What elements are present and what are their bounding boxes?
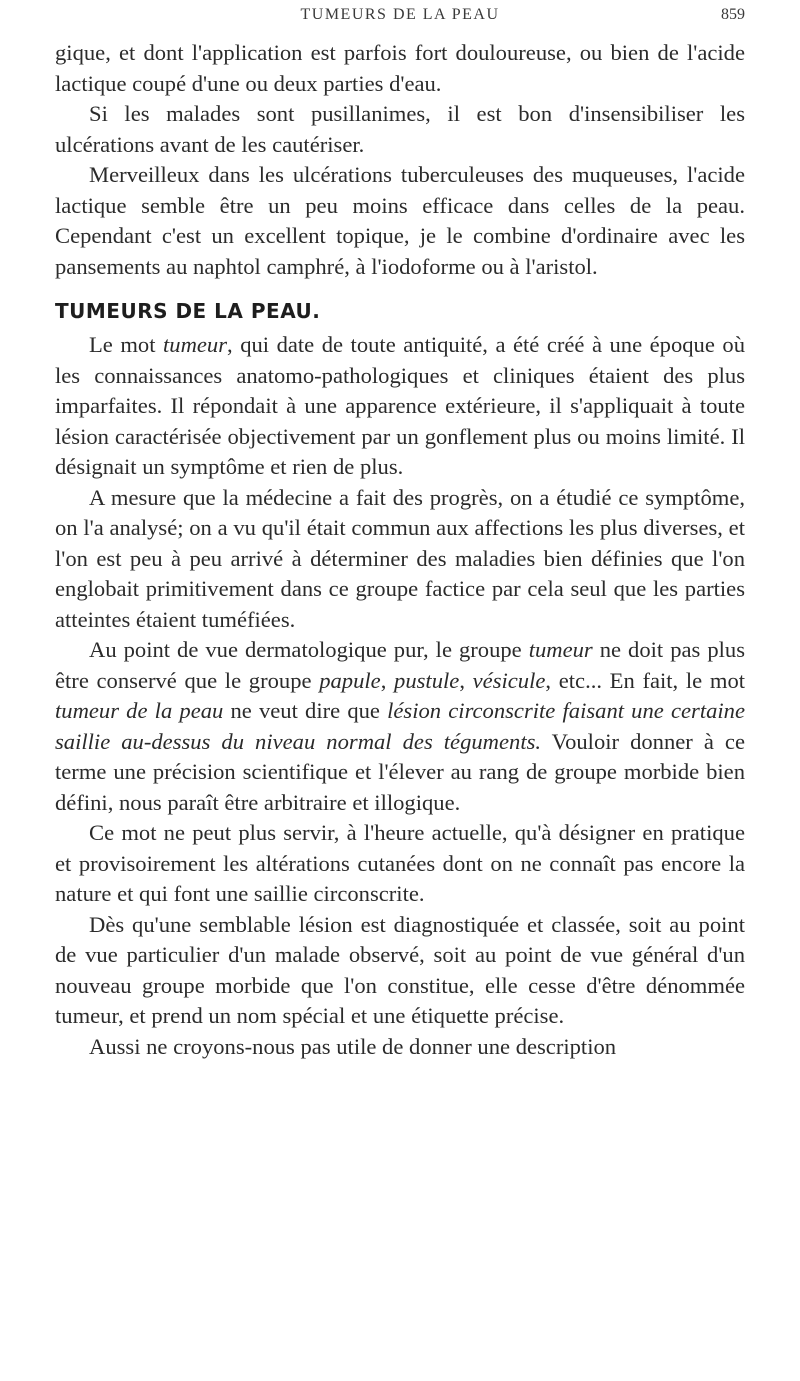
italic-term: tumeur de la peau xyxy=(55,698,224,723)
text-run: Le mot xyxy=(89,332,164,357)
text-run: , qui date de toute antiquité, a été créé à une époque où les connaissances anatomo-pathologiques et cliniques étaient des plus imparfaites. Il répondait à une apparence extérieure, il s'appliquait à toute lésion caractérisée objectivement par un gonflement plus ou moins limité. Il désignait un symptôme et rien de plus. xyxy=(55,332,745,479)
text-run: , xyxy=(459,667,473,693)
section-heading: TUMEURS DE LA PEAU. xyxy=(55,299,321,323)
italic-term: pustule xyxy=(394,667,460,693)
paragraph-pusillanimes: Si les malades sont pusillanimes, il est bon d'insensibiliser les ulcérations avant de les cautériser. xyxy=(55,101,745,157)
italic-definition: lésion circonscrite faisant une certaine saillie au-dessus du niveau normal des téguments. xyxy=(55,698,745,754)
paragraph-des-qu-une: Dès qu'une semblable lésion est diagnostiquée et classée, soit au point de vue particulier d'un malade observé, soit au point de vue général d'un nouveau groupe morbide que l'on constitue, elle cesse d'être dénommée tumeur, et prend un nom spécial et une étiquette précise. xyxy=(55,911,745,1028)
italic-term: papule xyxy=(319,667,381,693)
italic-term: tumeur xyxy=(163,332,228,357)
paragraph-merveilleux: Merveilleux dans les ulcérations tuberculeuses des muqueuses, l'acide lactique semble être un peu moins efficace dans celles de la peau. Cependant c'est un excellent topique, je le combine d'ordinaire avec les pansements au naphtol camphré, à l'iodoforme ou à l'aristol. xyxy=(55,162,745,279)
paragraph-continuation: gique, et dont l'application est parfois fort douloureuse, ou bien de l'acide lactique coupé d'une ou deux parties d'eau. xyxy=(55,40,745,96)
text-run: ne veut dire que xyxy=(223,698,388,723)
page-number: 859 xyxy=(721,6,745,23)
italic-term: tumeur xyxy=(528,637,593,662)
text-run: , xyxy=(380,667,395,693)
text-run: Au point de vue dermatologique pur, le groupe xyxy=(89,637,529,662)
body-text xyxy=(55,38,745,1062)
italic-term: vésicule xyxy=(472,667,546,693)
running-title: TUMEURS DE LA PEAU xyxy=(300,6,500,23)
paragraph-le-mot-tumeur xyxy=(55,330,745,483)
paragraph-point-de-vue xyxy=(55,635,745,818)
running-header xyxy=(55,6,745,28)
text-run: ne doit pas plus être conservé que le groupe xyxy=(55,637,745,693)
paragraph-ce-mot: Ce mot ne peut plus servir, à l'heure actuelle, qu'à désigner en pratique et provisoirement les altérations cutanées dont on ne connaît pas encore la nature et qui font une saillie circonscrite. xyxy=(55,820,745,906)
paragraph-a-mesure: A mesure que la médecine a fait des progrès, on a étudié ce symptôme, on l'a analysé; on a vu qu'il était commun aux affections les plus diverses, et l'on est peu à peu arrivé à déterminer des maladies bien définies que l'on englobait primitivement dans ce groupe factice par cela seul que les parties atteintes étaient tuméfiées. xyxy=(55,484,745,632)
text-run: Vouloir donner à ce terme une précision scientifique et l'élever au rang de groupe morbide bien défini, nous paraît être arbitraire et illogique. xyxy=(55,728,745,815)
paragraph-aussi: Aussi ne croyons-nous pas utile de donner une description xyxy=(89,1033,617,1059)
text-run: , etc... En fait, le mot xyxy=(545,667,746,693)
